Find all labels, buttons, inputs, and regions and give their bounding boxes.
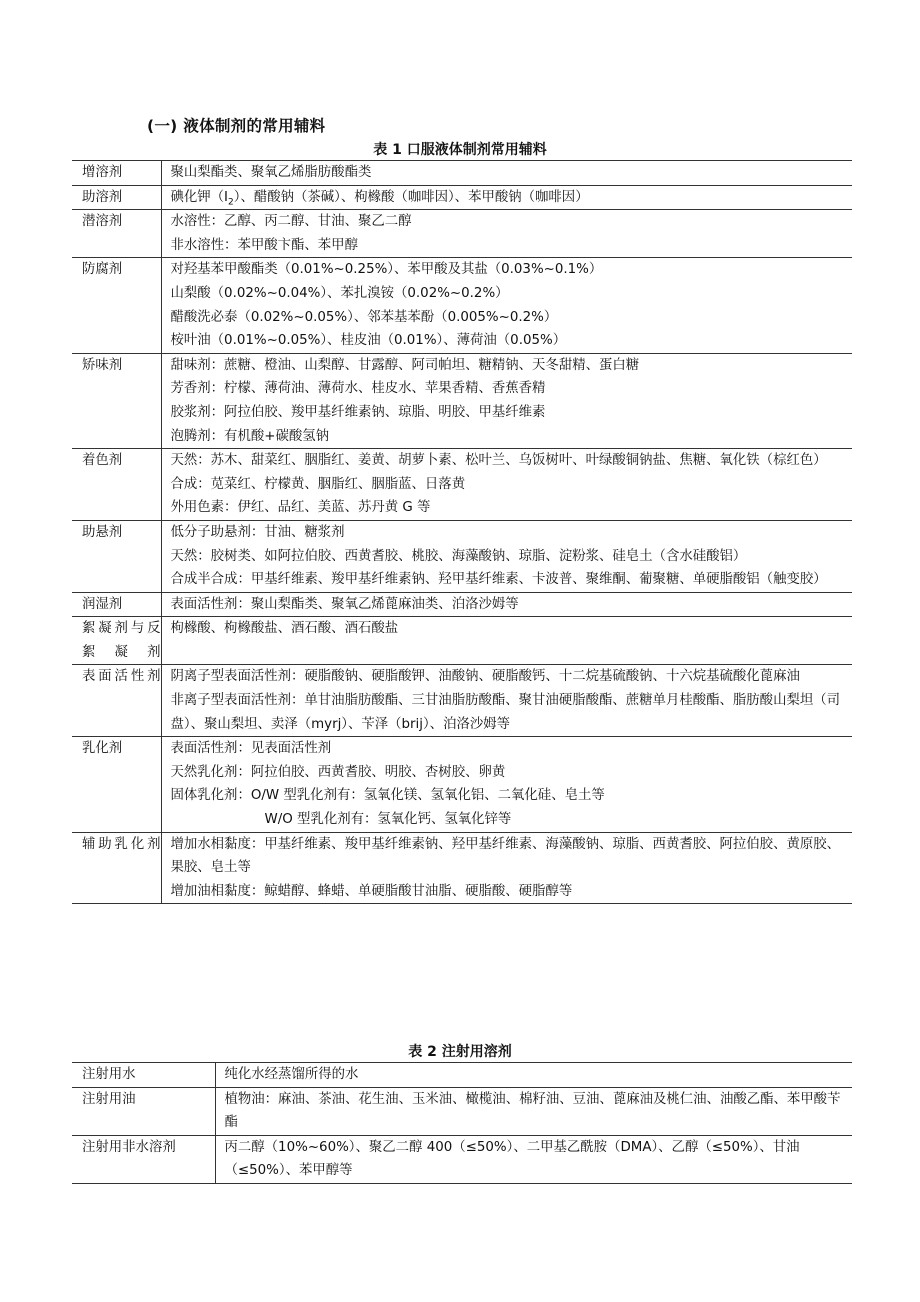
row-label: 絮凝剂与反絮凝剂 bbox=[72, 617, 161, 665]
row-label: 助悬剂 bbox=[72, 520, 161, 592]
content-line: 枸橼酸、枸橼酸盐、酒石酸、酒石酸盐 bbox=[170, 621, 399, 637]
content-line: 天然：胶树类、如阿拉伯胶、西黄耆胶、桃胶、海藻酸钠、琼脂、淀粉浆、硅皂土（含水硅酸铝） bbox=[170, 548, 747, 564]
content-line: 甜味剂：蔗糖、橙油、山梨醇、甘露醇、阿司帕坦、糖精钠、天冬甜精、蛋白糖 bbox=[170, 357, 640, 373]
injection-solvents-table bbox=[72, 1062, 852, 1184]
content-line: 天然：苏木、甜菜红、胭脂红、姜黄、胡萝卜素、松叶兰、乌饭树叶、叶绿酸铜钠盐、焦糖、氧化铁（棕红色） bbox=[170, 453, 827, 469]
row-label: 表面活性剂 bbox=[72, 665, 161, 737]
table-row bbox=[72, 1063, 852, 1088]
content-line: 泡腾剂：有机酸+碳酸氢钠 bbox=[170, 428, 330, 444]
table-row bbox=[72, 449, 852, 521]
content-line: 表面活性剂：聚山梨酯类、聚氧乙烯蓖麻油类、泊洛沙姆等 bbox=[170, 596, 519, 612]
row-content bbox=[161, 665, 852, 737]
content-line: 增加油相黏度：鲸蜡醇、蜂蜡、单硬脂酸甘油脂、硬脂酸、硬脂醇等 bbox=[170, 883, 573, 899]
row-label: 注射用油 bbox=[72, 1087, 215, 1135]
table-row bbox=[72, 1135, 852, 1183]
content-line: 桉叶油（0.01%~0.05%）、桂皮油（0.01%）、薄荷油（0.05%） bbox=[170, 333, 567, 349]
table-row bbox=[72, 665, 852, 737]
table-row bbox=[72, 258, 852, 353]
row-content bbox=[161, 520, 852, 592]
content-line: 碘化钾$(I_2)$、醋酸钠（茶碱）、枸橼酸（咖啡因）、苯甲酸钠（咖啡因） bbox=[170, 189, 589, 208]
row-label: 矫味剂 bbox=[72, 353, 161, 448]
table-row bbox=[72, 1087, 852, 1135]
row-label: 注射用水 bbox=[72, 1063, 215, 1088]
row-content bbox=[161, 353, 852, 448]
content-line: 聚山梨酯类、聚氧乙烯脂肪酸酯类 bbox=[170, 165, 372, 180]
row-content bbox=[161, 161, 852, 186]
content-line: 植物油：麻油、茶油、花生油、玉米油、橄榄油、棉籽油、豆油、蓖麻油及桃仁油、油酸乙酯、苯甲酸苄酯 bbox=[224, 1091, 841, 1131]
row-label: 润湿剂 bbox=[72, 592, 161, 617]
row-content bbox=[215, 1063, 852, 1088]
row-label: 潜溶剂 bbox=[72, 210, 161, 258]
content-line: 醋酸洗必泰（0.02%~0.05%）、邻苯基苯酚（0.005%~0.2%） bbox=[170, 309, 558, 325]
content-line: 非水溶性：苯甲酸卞酯、苯甲醇 bbox=[170, 237, 358, 253]
row-label: 防腐剂 bbox=[72, 258, 161, 353]
row-label: 乳化剂 bbox=[72, 737, 161, 832]
row-content bbox=[161, 617, 852, 665]
content-line: 山梨酸（0.02%~0.04%）、苯扎溴铵（0.02%~0.2%） bbox=[170, 285, 509, 301]
content-line: 表面活性剂：见表面活性剂 bbox=[170, 741, 332, 757]
table-row bbox=[72, 617, 852, 665]
row-label: 辅助乳化剂 bbox=[72, 832, 161, 904]
content-line: 低分子助悬剂：甘油、糖浆剂 bbox=[170, 524, 345, 540]
content-line: 固体乳化剂：O/W 型乳化剂有：氢氧化镁、氢氧化铝、二氧化硅、皂土等 bbox=[170, 788, 605, 804]
table-row bbox=[72, 592, 852, 617]
table-row bbox=[72, 832, 852, 904]
content-line: 对羟基苯甲酸酯类（0.01%~0.25%）、苯甲酸及其盐（0.03%~0.1%） bbox=[170, 262, 603, 278]
row-content bbox=[161, 210, 852, 258]
row-content bbox=[161, 737, 852, 832]
row-content bbox=[215, 1087, 852, 1135]
row-label: 增溶剂 bbox=[72, 161, 161, 186]
content-line: 胶浆剂：阿拉伯胶、羧甲基纤维素钠、琼脂、明胶、甲基纤维素 bbox=[170, 404, 546, 420]
content-line: 天然乳化剂：阿拉伯胶、西黄耆胶、明胶、杏树胶、卵黄 bbox=[170, 764, 506, 780]
row-content bbox=[161, 832, 852, 904]
content-line: 芳香剂：柠檬、薄荷油、薄荷水、桂皮水、苹果香精、香蕉香精 bbox=[170, 381, 546, 397]
content-line: 水溶性：乙醇、丙二醇、甘油、聚乙二醇 bbox=[170, 214, 412, 230]
table-row bbox=[72, 353, 852, 448]
content-line: 丙二醇（10%~60%）、聚乙二醇 400（≤50%）、二甲基乙酰胺（DMA）、乙醇（≤50%）、甘油（≤50%）、苯甲醇等 bbox=[224, 1139, 800, 1179]
row-content bbox=[215, 1135, 852, 1183]
row-content bbox=[161, 592, 852, 617]
content-line: W/O 型乳化剂有：氢氧化钙、氢氧化锌等 bbox=[264, 812, 512, 828]
row-label: 助溶剂 bbox=[72, 185, 161, 210]
table1-caption: 表 1 口服液体制剂常用辅料 bbox=[373, 142, 547, 158]
content-line: 增加水相黏度：甲基纤维素、羧甲基纤维素钠、羟甲基纤维素、海藻酸钠、琼脂、西黄耆胶、阿拉伯胶、黄原胶、果胶、皂土等 bbox=[170, 836, 841, 876]
table-row bbox=[72, 185, 852, 210]
table-row bbox=[72, 520, 852, 592]
section-heading: (一) 液体制剂的常用辅料 bbox=[147, 117, 326, 135]
row-content bbox=[161, 185, 852, 210]
excipients-table bbox=[72, 160, 852, 904]
row-label: 着色剂 bbox=[72, 449, 161, 521]
row-content bbox=[161, 449, 852, 521]
content-line: 阴离子型表面活性剂：硬脂酸钠、硬脂酸钾、油酸钠、硬脂酸钙、十二烷基硫酸钠、十六烷基硫酸化蓖麻油 bbox=[170, 669, 800, 685]
content-line: 合成：苋菜红、柠檬黄、胭脂红、胭脂蓝、日落黄 bbox=[170, 476, 466, 492]
content-line: 纯化水经蒸馏所得的水 bbox=[224, 1067, 359, 1082]
table2-caption: 表 2 注射用溶剂 bbox=[408, 1044, 512, 1060]
content-line: 非离子型表面活性剂：单甘油脂肪酸酯、三甘油脂肪酸酯、聚甘油硬脂酸酯、蔗糖单月桂酸酯、脂肪酸山梨坦（司盘）、聚山梨坦、卖泽（myrj）、苄泽（brij）、泊洛沙姆等 bbox=[170, 693, 841, 732]
table-row bbox=[72, 161, 852, 186]
row-label: 注射用非水溶剂 bbox=[72, 1135, 215, 1183]
content-line: 外用色素：伊红、品红、美蓝、苏丹黄 G 等 bbox=[170, 500, 431, 516]
row-content bbox=[161, 258, 852, 353]
table-row bbox=[72, 210, 852, 258]
content-line: 合成半合成：甲基纤维素、羧甲基纤维素钠、羟甲基纤维素、卡波普、聚维酮、葡聚糖、单硬脂酸铝（触变胶） bbox=[170, 572, 827, 588]
table-row bbox=[72, 737, 852, 832]
